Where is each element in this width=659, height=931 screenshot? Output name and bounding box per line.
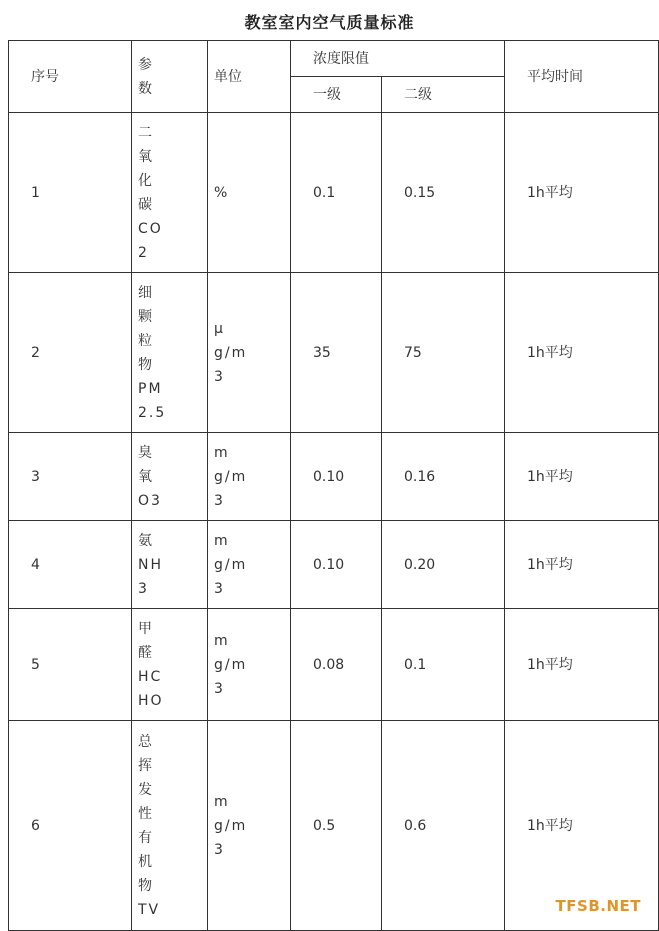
row-no: 2 — [9, 273, 132, 433]
air-quality-table — [8, 40, 659, 931]
table-row — [9, 113, 659, 273]
table-row — [9, 273, 659, 433]
row-avg: 1h平均 — [505, 721, 659, 931]
row-no: 1 — [9, 113, 132, 273]
row-level2: 0.1 — [382, 609, 505, 721]
row-no: 4 — [9, 521, 132, 609]
row-level1: 0.5 — [291, 721, 382, 931]
header-level1: 一级 — [291, 77, 382, 113]
header-param: 参 数 — [132, 41, 208, 113]
header-limit: 浓度限值 — [291, 41, 505, 77]
row-param: 甲 醛 HC HO — [132, 609, 208, 721]
row-level2: 0.20 — [382, 521, 505, 609]
watermark-logo: TFSB.NET — [555, 897, 641, 915]
row-level2: 75 — [382, 273, 505, 433]
row-no: 5 — [9, 609, 132, 721]
row-param: 总 挥 发 性 有 机 物 TV — [132, 721, 208, 931]
row-avg: 1h平均 — [505, 273, 659, 433]
row-level1: 0.1 — [291, 113, 382, 273]
row-unit: m g/m 3 — [208, 521, 291, 609]
header-row — [9, 41, 659, 77]
row-level1: 0.10 — [291, 521, 382, 609]
table-row — [9, 609, 659, 721]
row-level2: 0.6 — [382, 721, 505, 931]
row-level2: 0.16 — [382, 433, 505, 521]
header-level2: 二级 — [382, 77, 505, 113]
row-param: 二 氧 化 碳 CO 2 — [132, 113, 208, 273]
row-avg: 1h平均 — [505, 113, 659, 273]
row-param: 氨 NH 3 — [132, 521, 208, 609]
row-level2: 0.15 — [382, 113, 505, 273]
table-title: 教室室内空气质量标准 — [244, 13, 415, 32]
header-no: 序号 — [9, 41, 132, 113]
table-row — [9, 433, 659, 521]
row-unit: m g/m 3 — [208, 609, 291, 721]
row-level1: 0.08 — [291, 609, 382, 721]
row-no: 3 — [9, 433, 132, 521]
row-avg: 1h平均 — [505, 521, 659, 609]
row-avg: 1h平均 — [505, 609, 659, 721]
header-avg: 平均时间 — [505, 41, 659, 113]
row-avg: 1h平均 — [505, 433, 659, 521]
row-unit: % — [208, 113, 291, 273]
row-unit: μ g/m 3 — [208, 273, 291, 433]
header-unit: 单位 — [208, 41, 291, 113]
row-unit: m g/m 3 — [208, 721, 291, 931]
row-param: 臭 氧 O3 — [132, 433, 208, 521]
row-no: 6 — [9, 721, 132, 931]
row-level1: 0.10 — [291, 433, 382, 521]
row-param: 细 颗 粒 物 PM 2.5 — [132, 273, 208, 433]
table-row — [9, 521, 659, 609]
row-unit: m g/m 3 — [208, 433, 291, 521]
row-level1: 35 — [291, 273, 382, 433]
